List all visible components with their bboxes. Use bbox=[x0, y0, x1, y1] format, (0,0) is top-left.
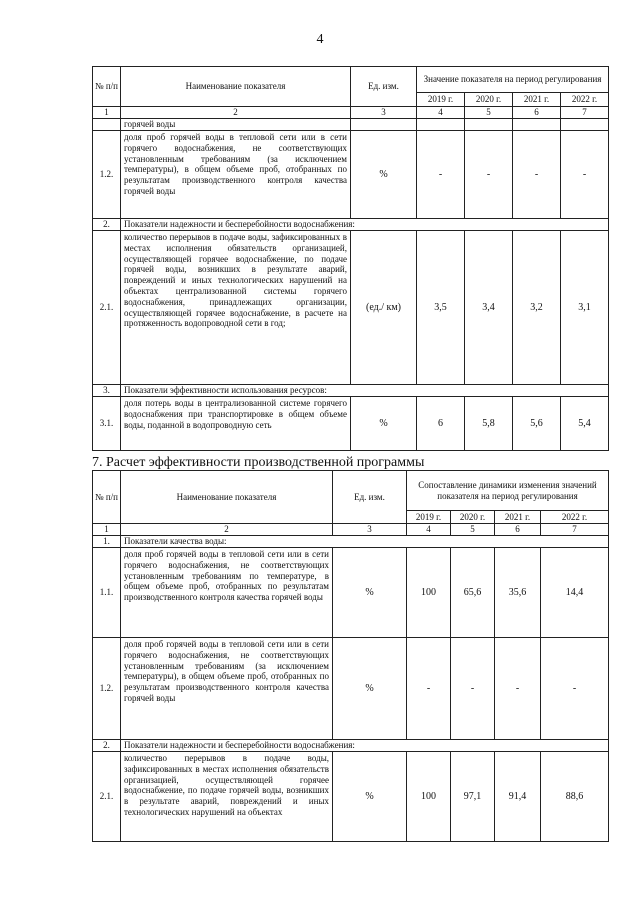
value-cell: 3,1 bbox=[561, 231, 609, 385]
row-number: 2.1. bbox=[93, 752, 121, 842]
value-cell: - bbox=[561, 131, 609, 219]
value-cell: - bbox=[495, 638, 541, 740]
continued-text: горячей воды bbox=[121, 119, 351, 131]
section-label: Показатели надежности и бесперебойности водоснабжения: bbox=[121, 740, 609, 752]
table-row bbox=[93, 752, 609, 842]
column-number: 4 bbox=[417, 107, 465, 119]
column-number: 7 bbox=[561, 107, 609, 119]
column-number: 6 bbox=[513, 107, 561, 119]
section-row bbox=[93, 536, 609, 548]
value-cell: 100 bbox=[407, 752, 451, 842]
value-cell: 5,6 bbox=[513, 397, 561, 451]
row-number: 1.2. bbox=[93, 638, 121, 740]
table-row bbox=[93, 231, 609, 385]
indicator-name: доля проб горячей воды в тепловой сети или в сети горячего водоснабжения, не соответствующих установленным требованиям по температуре, в общем объеме проб, отобранных по результатам производственного контроля качества горячей воды bbox=[121, 548, 333, 638]
section-row bbox=[93, 740, 609, 752]
table-row bbox=[93, 131, 609, 219]
value-cell: 5,8 bbox=[465, 397, 513, 451]
value-cell: 100 bbox=[407, 548, 451, 638]
value-cell: 6 bbox=[417, 397, 465, 451]
header-year: 2021 г. bbox=[495, 511, 541, 524]
section-number: 1. bbox=[93, 536, 121, 548]
section-row bbox=[93, 385, 609, 397]
page-number: 4 bbox=[316, 32, 324, 47]
value-cell: - bbox=[513, 131, 561, 219]
section-label: Показатели качества воды: bbox=[121, 536, 609, 548]
column-number: 1 bbox=[93, 107, 121, 119]
header-year: 2022 г. bbox=[541, 511, 609, 524]
column-number: 1 bbox=[93, 524, 121, 536]
indicator-table-1 bbox=[92, 66, 609, 451]
header-year: 2019 г. bbox=[417, 93, 465, 107]
header-year: 2019 г. bbox=[407, 511, 451, 524]
value-cell: 5,4 bbox=[561, 397, 609, 451]
indicator-name: доля проб горячей воды в тепловой сети или в сети горячего водоснабжения, не соответствующих установленным требованиям (за исключением температуры), в общем объеме проб, отобранных по результатам производственного контроля качества горячей воды bbox=[121, 131, 351, 219]
value-cell: 65,6 bbox=[451, 548, 495, 638]
column-number: 5 bbox=[465, 107, 513, 119]
header-unit: Ед. изм. bbox=[333, 471, 407, 524]
value-cell: - bbox=[451, 638, 495, 740]
header-num: № п/п bbox=[93, 471, 121, 524]
column-number: 5 bbox=[451, 524, 495, 536]
unit-cell: % bbox=[333, 638, 407, 740]
header-period: Сопоставление динамики изменения значений показателя на период регулирования bbox=[407, 471, 609, 511]
table-row bbox=[93, 397, 609, 451]
unit-cell: % bbox=[333, 752, 407, 842]
column-number: 2 bbox=[121, 107, 351, 119]
header-unit: Ед. изм. bbox=[351, 67, 417, 107]
row-number: 1.2. bbox=[93, 131, 121, 219]
unit-cell: % bbox=[351, 397, 417, 451]
header-name: Наименование показателя bbox=[121, 67, 351, 107]
section-number: 2. bbox=[93, 740, 121, 752]
row-number: 2.1. bbox=[93, 231, 121, 385]
header-year: 2021 г. bbox=[513, 93, 561, 107]
unit-cell: % bbox=[351, 131, 417, 219]
column-number: 4 bbox=[407, 524, 451, 536]
header-year: 2022 г. bbox=[561, 93, 609, 107]
row-number: 3.1. bbox=[93, 397, 121, 451]
header-year: 2020 г. bbox=[465, 93, 513, 107]
column-number: 2 bbox=[121, 524, 333, 536]
section-row bbox=[93, 219, 609, 231]
value-cell: 88,6 bbox=[541, 752, 609, 842]
header-num: № п/п bbox=[93, 67, 121, 107]
header-year: 2020 г. bbox=[451, 511, 495, 524]
section-number: 2. bbox=[93, 219, 121, 231]
value-cell: 91,4 bbox=[495, 752, 541, 842]
section-heading: 7. Расчет эффективности производственной программы bbox=[92, 455, 425, 470]
table-row bbox=[93, 638, 609, 740]
value-cell: 35,6 bbox=[495, 548, 541, 638]
section-label: Показатели эффективности использования ресурсов: bbox=[121, 385, 609, 397]
value-cell: - bbox=[417, 131, 465, 219]
column-number: 6 bbox=[495, 524, 541, 536]
value-cell: 3,4 bbox=[465, 231, 513, 385]
row-number: 1.1. bbox=[93, 548, 121, 638]
indicator-name: количество перерывов в подаче воды, зафиксированных в местах исполнения обязательств организацией, осуществляющей горячее водоснабжение, по подаче горячей воды, возникших в результате аварий, повреждений и иных технологических нарушений на объектах централизованной системы горячего водоснабжения, принадлежащих организации, осуществляющей горячее водоснабжение, в расчете на протяженность водопроводной сети в год; bbox=[121, 231, 351, 385]
value-cell: 97,1 bbox=[451, 752, 495, 842]
unit-cell: % bbox=[333, 548, 407, 638]
header-period: Значение показателя на период регулирования bbox=[417, 67, 609, 93]
section-label: Показатели надежности и бесперебойности водоснабжения: bbox=[121, 219, 609, 231]
value-cell: 14,4 bbox=[541, 548, 609, 638]
indicator-table-2 bbox=[92, 470, 609, 842]
header-name: Наименование показателя bbox=[121, 471, 333, 524]
value-cell: - bbox=[407, 638, 451, 740]
table-row bbox=[93, 548, 609, 638]
unit-cell: (ед./ км) bbox=[351, 231, 417, 385]
indicator-name: количество перерывов в подаче воды, зафиксированных в местах исполнения обязательств организацией, осуществляющей горячее водоснабжение, по подаче горячей воды, возникших в результате аварий, повреждений и иных технологических нарушений на объектах bbox=[121, 752, 333, 842]
column-number: 3 bbox=[333, 524, 407, 536]
value-cell: 3,5 bbox=[417, 231, 465, 385]
value-cell: - bbox=[541, 638, 609, 740]
indicator-name: доля проб горячей воды в тепловой сети или в сети горячего водоснабжения, не соответствующих установленным требованиям (за исключением температуры), в общем объеме проб, отобранных по результатам производственного контроля качества горячей воды bbox=[121, 638, 333, 740]
value-cell: 3,2 bbox=[513, 231, 561, 385]
column-number: 7 bbox=[541, 524, 609, 536]
indicator-name: доля потерь воды в централизованной системе горячего водоснабжения при транспортировке в общем объеме воды, поданной в водопроводную сеть bbox=[121, 397, 351, 451]
section-number: 3. bbox=[93, 385, 121, 397]
column-number: 3 bbox=[351, 107, 417, 119]
value-cell: - bbox=[465, 131, 513, 219]
